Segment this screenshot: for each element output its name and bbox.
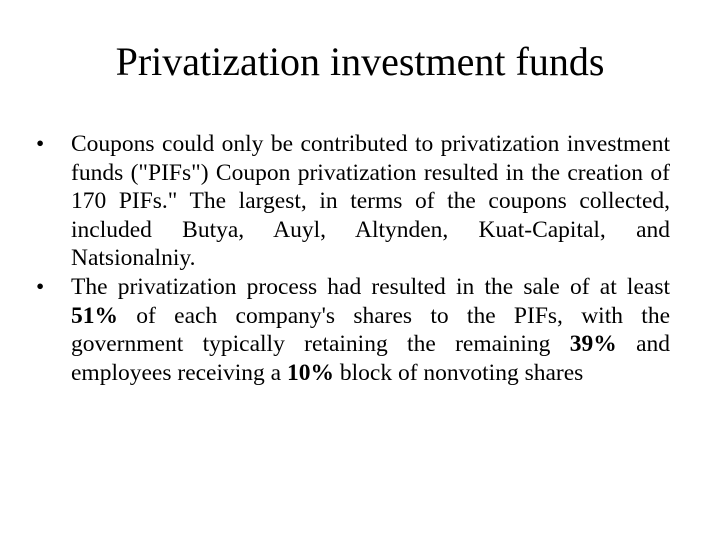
percent-10: 10% bbox=[286, 359, 334, 386]
bullet-text-2-part4: block of nonvoting shares bbox=[333, 359, 584, 386]
slide-title: Privatization investment funds bbox=[115, 39, 605, 84]
bullet-text-1: Coupons could only be contributed to privatization investment funds ("PIFs") Coupon privatization resulted in the creation of 170 PIFs." The largest, in terms of the coupons collected, included Butya, Auyl, Altynden, Kuat-Capital, and Natsionalniy. bbox=[71, 131, 670, 272]
bullet-text-2-part3: and employees receiving a bbox=[71, 331, 670, 386]
bullet-list bbox=[36, 130, 670, 387]
percent-39: 39% bbox=[569, 331, 617, 358]
bullet-icon: • bbox=[36, 131, 45, 157]
bullet-text-2-part2: of each company's shares to the PIFs, with the government typically retaining the remaining bbox=[71, 302, 670, 358]
percent-51: 51% bbox=[71, 302, 118, 329]
bullet-icon: • bbox=[36, 273, 45, 300]
bullet-text-2-part1: The privatization process had resulted in the sale of at least bbox=[71, 273, 670, 300]
bullet-item-2 bbox=[36, 273, 670, 387]
bullet-text-2 bbox=[71, 274, 670, 386]
bullet-item-1 bbox=[36, 130, 670, 273]
